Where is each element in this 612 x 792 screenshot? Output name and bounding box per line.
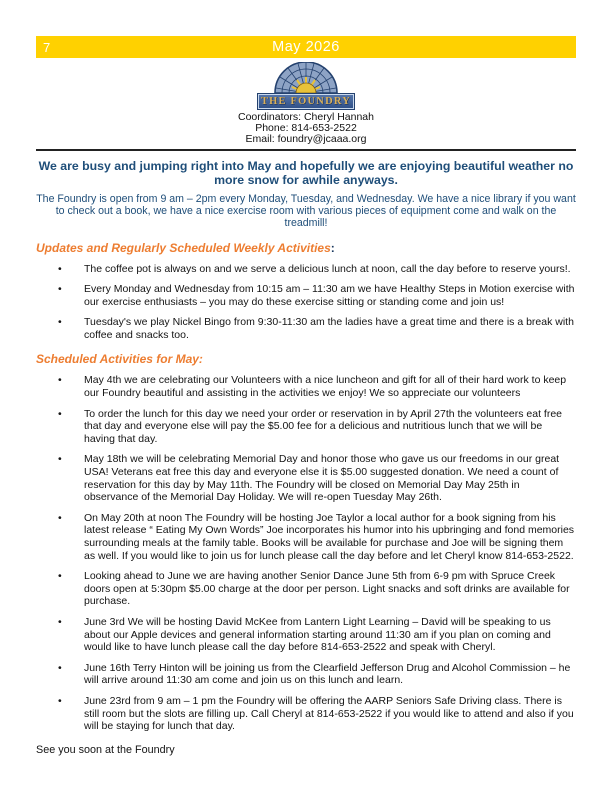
list-item: • Every Monday and Wednesday from 10:15 am – 11:30 am we have Healthy Steps in Motion exercise with our exercise enthusiasts – you may do these exercise sitting or standing come and join us!: [36, 283, 576, 308]
coordinator-line: Coordinators: Cheryl Hannah: [238, 111, 374, 123]
list-item: • May 18th we will be celebrating Memorial Day and honor those who gave us our freedoms in our great USA! Veterans eat free this day and everyone else it is $5.00 suggested donation. We need a count of reservation for this day by May 11th. The Foundry will be closed on Memorial Day May 25th in observance of the Memorial Day Holiday. We will re-open Tuesday May 26th.: [36, 453, 576, 503]
list-item: • June 23rd from 9 am – 1 pm the Foundry will be offering the AARP Seniors Safe Driving class. There is still room but the slots are filling up. Call Cheryl at 814-653-2522 if you would like to attend and also if you will be staying for lunch that day.: [36, 695, 576, 733]
phone-line: Phone: 814-653-2522: [255, 122, 357, 135]
weekly-activities-list: [36, 263, 576, 342]
weekly-activities-heading-colon: :: [330, 240, 335, 255]
weekly-activities-heading-text: Updates and Regularly Scheduled Weekly Activities: [36, 240, 331, 255]
page-number: 7: [43, 39, 51, 55]
closing-text: See you soon at the Foundry: [36, 743, 175, 756]
page-header-bar: [36, 36, 576, 58]
may-activities-heading: Scheduled Activities for May:: [36, 352, 203, 367]
month-title: May 2026: [272, 39, 340, 55]
intro-headline: We are busy and jumping right into May and hopefully we are enjoying beautiful weather no more snow for awhile anyways.: [38, 158, 574, 187]
list-item: • Tuesday's we play Nickel Bingo from 9:30-11:30 am the ladies have a great time and there is a break with coffee and snacks too.: [36, 316, 576, 341]
header-divider: [36, 149, 576, 151]
fanlight-arch-icon: [272, 62, 340, 94]
list-item: • The coffee pot is always on and we serve a delicious lunch at noon, call the day before to reserve yours!.: [36, 263, 576, 276]
hours-paragraph: The Foundry is open from 9 am – 2pm every Monday, Tuesday, and Wednesday. We have a nice library if you want to check out a book, we have a nice exercise room with various pieces of equipment come and walk on the treadmill!: [36, 192, 576, 230]
foundry-logo: [36, 62, 576, 110]
email-line: Email: foundry@jcaaa.org: [245, 133, 367, 146]
list-item: • June 3rd We will be hosting David McKee from Lantern Light Learning – David will be speaking to us about our Apple devices and general information starting around 11:30 am if you plan on coming and would like to have lunch please call the day before 814-653-2522 and speak with Cheryl.: [36, 616, 576, 654]
contact-block: [36, 112, 576, 146]
list-item: • Looking ahead to June we are having another Senior Dance June 5th from 6-9 pm with Spruce Creek doors open at 5:30pm $5.00 charge at the door per person. Light snacks and soft drinks are available for purchase.: [36, 570, 576, 608]
list-item: • On May 20th at noon The Foundry will be hosting Joe Taylor a local author for a book signing from his latest release “ Eating My Own Words” Joe incorporates his humor into his upbringing and fond memories surrounding meals at the family table. Books will be available for purchase and Joe will be signing them as well. If you would like to join us for lunch please call the day before and let Cheryl know 814-653-2522.: [36, 512, 576, 562]
may-activities-list: [36, 374, 576, 732]
weekly-activities-heading: [36, 241, 576, 255]
list-item: • May 4th we are celebrating our Volunteers with a nice luncheon and gift for all of their hard work to keep our Foundry beautiful and assisting in the activities we enjoy! We so appreciate our volunteers: [36, 374, 576, 399]
foundry-logo-banner: THE FOUNDRY: [257, 93, 355, 110]
list-item: • June 16th Terry Hinton will be joining us from the Clearfield Jefferson Drug and Alcohol Commission – he will arrive around 11:30 am come and join us on this lunch and learn.: [36, 662, 576, 687]
list-item: • To order the lunch for this day we need your order or reservation in by April 27th the volunteers eat free that day and everyone else will pay the $5.00 fee for a delicious and nutritious lunch that we will be having that day.: [36, 408, 576, 446]
